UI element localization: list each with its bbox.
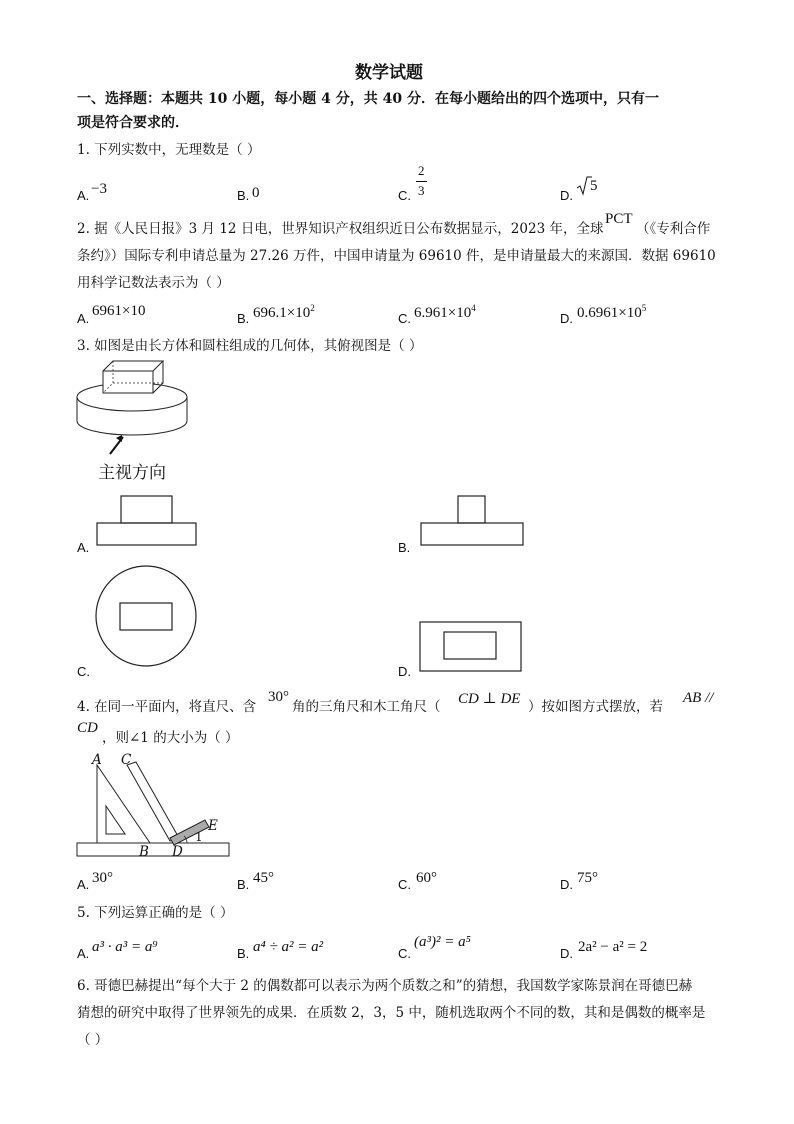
q4-fig-label-1: 1	[195, 830, 203, 844]
q3-label-c: C.	[77, 664, 90, 679]
q3-option-c-figure	[95, 565, 199, 669]
q4-fig-label-b: B	[139, 844, 149, 860]
q4-angle-30: 30°	[268, 689, 289, 705]
q6-line1: 6. 哥德巴赫提出“每个大于 2 的偶数都可以表示为两个质数之和”的猜想，我国数学家陈景润在哥德巴赫	[77, 978, 693, 994]
q3-stem: 3. 如图是由长方体和圆柱组成的几何体，其俯视图是（ ）	[77, 338, 423, 354]
q4-perpendicular: CD ⊥ DE	[458, 691, 521, 707]
q1-option-d: 5	[590, 178, 598, 194]
q1-stem: 1. 下列实数中，无理数是（ ）	[77, 142, 261, 158]
q2-option-d: $0.6961\times 10^5$	[577, 303, 647, 321]
q2-label-b: B.	[237, 311, 250, 326]
section-header-line2: 项是符合要求的．	[77, 115, 189, 131]
q3-solid-figure	[70, 355, 210, 465]
q1-option-b: 0	[252, 185, 260, 201]
q4-label-b: B.	[237, 877, 250, 892]
q4-option-c: 60°	[416, 870, 437, 886]
q5-option-a: a³ · a³ = a⁹	[92, 939, 158, 955]
q1-label-c: C.	[398, 188, 411, 203]
q2-option-c: $6.961\times 10^4$	[414, 303, 476, 321]
q1-label-b: B.	[237, 188, 250, 203]
q5-label-a: A.	[77, 946, 90, 961]
q3-label-a: A.	[77, 540, 90, 555]
q2-option-a: 6961×10	[92, 303, 146, 319]
q4-label-a: A.	[77, 877, 90, 892]
q4-fig-label-d: D	[172, 844, 183, 860]
q4-option-b: 45°	[253, 870, 274, 886]
q3-label-b: B.	[398, 540, 411, 555]
q4-fig-label-a: A	[92, 752, 102, 768]
q3-option-a-figure	[96, 495, 200, 547]
q3-option-d-figure	[419, 621, 523, 673]
q5-label-d: D.	[560, 946, 573, 961]
q5-option-c: (a³)² = a⁵	[414, 934, 471, 950]
q2-line3: 用科学记数法表示为（ ）	[77, 275, 230, 291]
q5-option-d: 2a² − a² = 2	[578, 939, 648, 955]
q5-option-b: a⁴ ÷ a² = a²	[253, 939, 324, 955]
q4-option-d: 75°	[577, 870, 598, 886]
q2-pct: PCT	[605, 211, 633, 227]
q1-fraction-bar	[416, 181, 427, 182]
sqrt-sign-icon	[576, 176, 590, 196]
page-title: 数学试题	[355, 63, 423, 83]
q2-option-b: $696.1\times 10^2$	[253, 303, 315, 321]
q2-label-c: C.	[398, 311, 411, 326]
q4-fig-label-e: E	[208, 818, 218, 834]
section-header-line1: 一、选择题：本题共 10 小题，每小题 4 分，共 40 分．在每小题给出的四个选项中，只有一	[77, 91, 659, 107]
q2-label-a: A.	[77, 311, 90, 326]
q4-line1-end: ）按如图方式摆放，若	[528, 699, 663, 715]
q6-line2: 猜想的研究中取得了世界领先的成果．在质数 2，3，5 中，随机选取两个不同的数，其和是偶数的概率是	[77, 1005, 706, 1021]
q6-line3: （ ）	[77, 1032, 109, 1048]
q1-label-d: D.	[560, 188, 573, 203]
q4-ab-parallel: AB //	[683, 690, 714, 706]
q2-line1-end: （《专利合作	[636, 221, 711, 237]
q4-label-c: C.	[398, 877, 411, 892]
q3-view-direction-caption: 主视方向	[98, 463, 166, 483]
q1-label-a: A.	[77, 188, 90, 203]
q2-line1: 2. 据《人民日报》3 月 12 日电，世界知识产权组织近日公布数据显示，2023 年，全球	[77, 221, 604, 237]
q4-line1: 4. 在同一平面内，将直尺、含	[77, 699, 257, 715]
q4-fig-label-c: C	[121, 752, 132, 768]
q1-option-c-denominator: 3	[418, 183, 425, 198]
q5-stem: 5. 下列运算正确的是（ ）	[77, 905, 234, 921]
q2-label-d: D.	[560, 311, 573, 326]
q4-line1-mid: 角的三角尺和木工角尺（	[292, 699, 441, 715]
q5-label-c: C.	[398, 946, 411, 961]
q5-label-b: B.	[237, 946, 250, 961]
q1-option-c-numerator: 2	[418, 163, 425, 178]
q4-cd: CD	[77, 720, 98, 736]
q3-label-d: D.	[398, 664, 411, 679]
q2-line2: 条约》）国际专利申请总量为 27.26 万件，中国申请量为 69610 件，是申请量最大的来源国．数据 69610	[77, 248, 716, 264]
q4-label-d: D.	[560, 877, 573, 892]
q4-line2: ，则∠1 的大小为（ ）	[102, 730, 239, 746]
q3-option-b-figure	[420, 495, 524, 547]
q1-option-a: −3	[91, 181, 107, 197]
q4-option-a: 30°	[92, 870, 113, 886]
